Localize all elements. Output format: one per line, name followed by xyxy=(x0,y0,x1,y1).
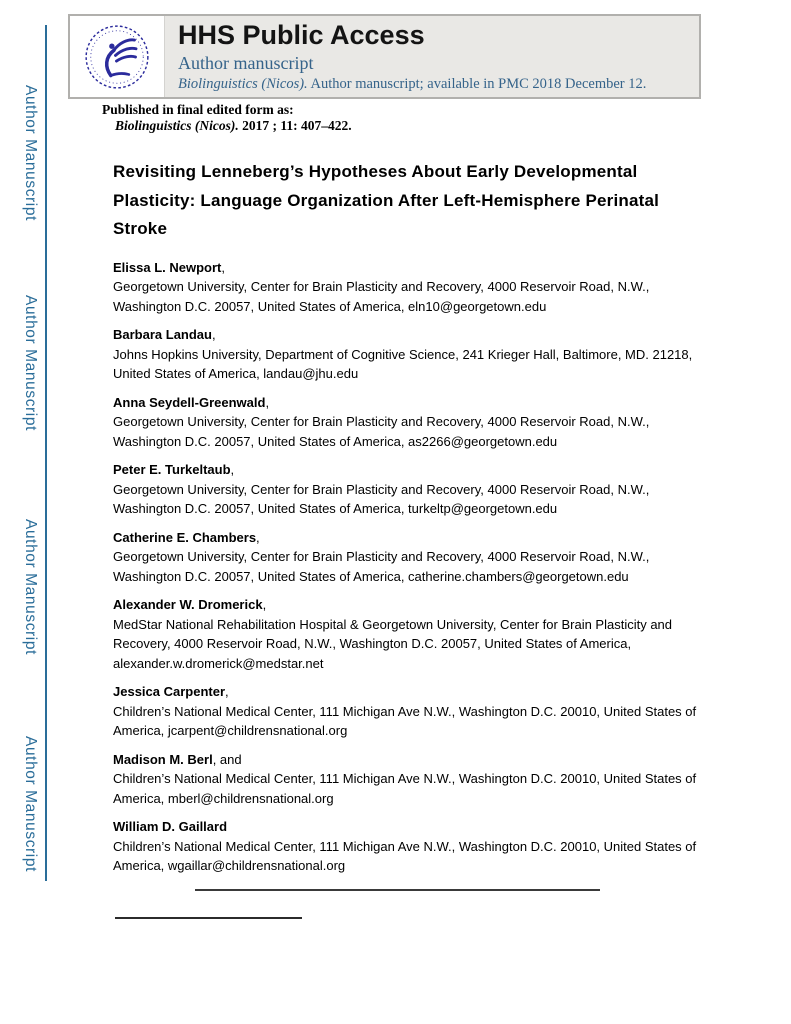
author-name-line xyxy=(113,460,701,480)
author-suffix: , xyxy=(256,529,260,545)
citation-details: 2017 ; 11: 407–422. xyxy=(238,118,352,133)
hhs-seal-icon xyxy=(81,21,153,93)
author-name-line xyxy=(113,393,701,413)
author-suffix: , xyxy=(262,597,267,612)
author-block xyxy=(113,258,701,317)
article-title: Revisiting Lenneberg’s Hypotheses About Early Developmental Plasticity: Language Organization After Left-Hemisphere Perinatal Stroke xyxy=(113,162,660,238)
author-affiliation: Children’s National Medical Center, 111 Michigan Ave N.W., Washington D.C. 20010, United States of America, mberl@childrensnational.org xyxy=(113,771,697,806)
published-block xyxy=(102,102,352,134)
author-suffix: , xyxy=(265,394,270,410)
hhs-banner xyxy=(68,14,701,99)
author-affiliation: Georgetown University, Center for Brain Plasticity and Recovery, 4000 Reservoir Road, N.W., Washington D.C. 20057, United States of America, eln10@georgetown.edu xyxy=(113,279,650,314)
author-name-line xyxy=(113,325,701,345)
author-name: Elissa L. Newport xyxy=(113,259,222,275)
author-affiliation: Johns Hopkins University, Department of Cognitive Science, 241 Krieger Hall, Baltimore, MD. 21218, United States of America, landau@jhu.edu xyxy=(113,346,693,381)
author-suffix: , xyxy=(221,259,225,275)
author-manuscript-watermark: Author Manuscript xyxy=(22,85,39,221)
author-name-line xyxy=(113,682,701,702)
banner-subtitle: Author manuscript xyxy=(178,53,314,73)
article-content xyxy=(113,158,701,891)
author-list xyxy=(113,258,701,876)
banner-text xyxy=(165,16,646,97)
author-block xyxy=(113,750,701,809)
author-affiliation: Georgetown University, Center for Brain Plasticity and Recovery, 4000 Reservoir Road, N.W., Washington D.C. 20057, United States of America, catherine.chambers@georgetown.edu xyxy=(113,549,650,584)
author-block xyxy=(113,817,701,876)
published-citation xyxy=(102,118,352,134)
author-affiliation: Children’s National Medical Center, 111 Michigan Ave N.W., Washington D.C. 20010, United States of America, jcarpent@childrensnational.org xyxy=(113,703,697,738)
author-name: Alexander W. Dromerick xyxy=(113,597,263,612)
author-name: Anna Seydell-Greenwald xyxy=(113,394,266,410)
author-block xyxy=(113,595,701,673)
bottom-footnote-rule xyxy=(115,917,302,919)
author-affiliation: MedStar National Rehabilitation Hospital & Georgetown University, Center for Brain Plasticity and Recovery, 4000 Reservoir Road, N.W., Washington D.C. 20057, United States of America, alexander.w.dromerick@medstar.net xyxy=(113,616,673,671)
author-name-line xyxy=(113,258,701,278)
banner-availability xyxy=(178,75,646,94)
banner-availability-text: Author manuscript; available in PMC 2018 December 12. xyxy=(307,76,647,92)
author-block xyxy=(113,682,701,741)
author-suffix: , and xyxy=(212,751,242,767)
banner-journal-name: Biolinguistics (Nicos). xyxy=(178,76,308,92)
author-affiliation: Georgetown University, Center for Brain Plasticity and Recovery, 4000 Reservoir Road, N.W., Washington D.C. 20057, United States of America, turkeltp@georgetown.edu xyxy=(113,481,650,516)
author-suffix: , xyxy=(211,327,216,342)
author-affiliation: Georgetown University, Center for Brain Plasticity and Recovery, 4000 Reservoir Road, N.W., Washington D.C. 20057, United States of America, as2266@georgetown.edu xyxy=(113,414,650,449)
author-suffix: , xyxy=(225,684,229,699)
author-manuscript-watermark: Author Manuscript xyxy=(22,295,39,431)
author-suffix: , xyxy=(230,462,235,477)
published-label: Published in final edited form as: xyxy=(102,102,294,117)
author-name: Jessica Carpenter xyxy=(113,684,226,699)
author-block xyxy=(113,460,701,519)
author-name: Madison M. Berl xyxy=(113,751,213,767)
citation-journal-name: Biolinguistics (Nicos). xyxy=(115,118,239,133)
author-name: Barbara Landau xyxy=(113,327,212,342)
banner-title: HHS Public Access xyxy=(178,20,425,50)
footnote-separator-rule xyxy=(195,889,600,891)
author-name-line xyxy=(113,595,701,615)
author-block xyxy=(113,393,701,452)
author-manuscript-watermark: Author Manuscript xyxy=(22,519,39,655)
author-block xyxy=(113,528,701,587)
author-name: Catherine E. Chambers xyxy=(113,529,257,545)
author-name-line xyxy=(113,528,701,548)
author-manuscript-watermark: Author Manuscript xyxy=(22,736,39,872)
hhs-logo xyxy=(70,16,165,97)
sidebar-divider-line xyxy=(45,25,47,881)
author-name-line xyxy=(113,817,701,837)
author-name: Peter E. Turkeltaub xyxy=(113,462,231,477)
author-block xyxy=(113,325,701,384)
author-affiliation: Children’s National Medical Center, 111 Michigan Ave N.W., Washington D.C. 20010, United States of America, wgaillar@childrensnational.org xyxy=(113,838,697,873)
author-name-line xyxy=(113,750,701,770)
author-name: William D. Gaillard xyxy=(113,819,228,834)
